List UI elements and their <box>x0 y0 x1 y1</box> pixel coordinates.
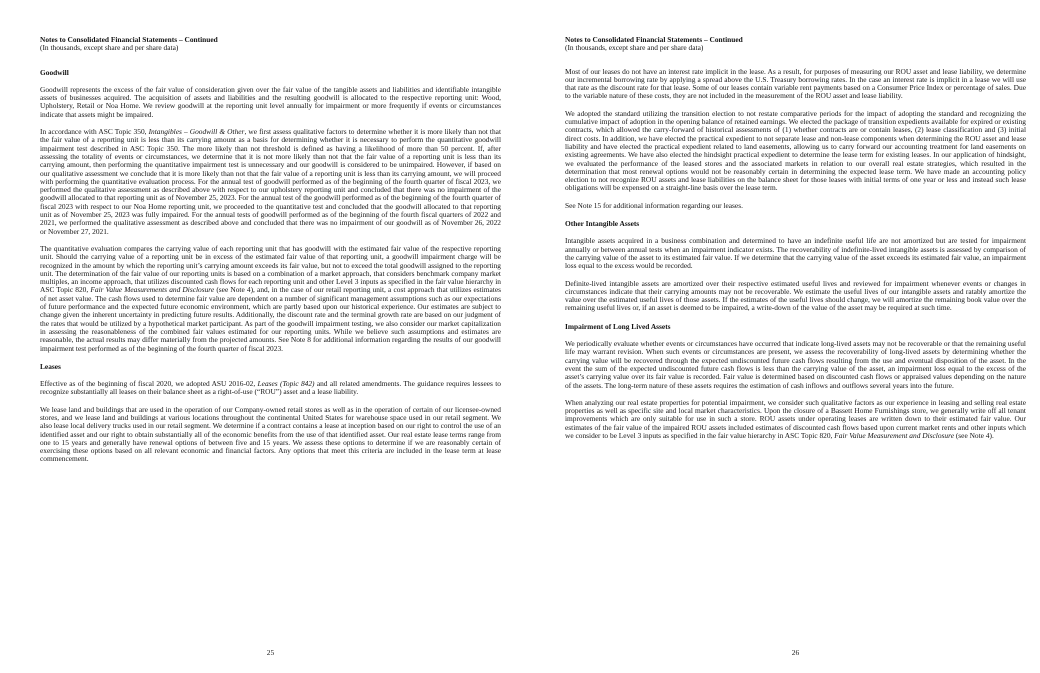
section-heading-other-intangible-assets: Other Intangible Assets <box>565 219 640 229</box>
page-subtitle: (In thousands, except share and per share data) <box>565 43 704 53</box>
page-number: 25 <box>266 647 275 657</box>
page-title: Notes to Consolidated Financial Statements – Continued <box>40 35 218 44</box>
page-title: Notes to Consolidated Financial Statements – Continued <box>565 35 743 44</box>
section-heading-leases: Leases <box>40 361 61 371</box>
paragraph-indefinite-lived-intangibles: Intangible assets acquired in a business combination and determined to have an indefinite useful life are not amortized but are tested for impairment annually or between annual tests when an impairment indicator exists. The recoverability of indefinite-lived intangible assets is assessed by comparison of the carrying value of the asset to its estimated fair value. If we determine that the carrying value of the asset exceeds its estimated fair value, an impairment loss equal to the excess would be recorded. <box>565 236 1026 271</box>
page-header <box>40 36 501 53</box>
paragraph-leases-discount-rate: Most of our leases do not have an interest rate implicit in the lease. As a result, for purposes of measuring our ROU asset and lease liability, we determine our incremental borrowing rate by applying a spread above the U.S. Treasury borrowing rates. In the case an interest rate is implicit in a lease we will use that rate as the discount rate for that lease. Some of our leases contain variable rent payments based on a Consumer Price Index or percentage of sales. Due to the variable nature of these costs, they are not included in the measurement of the ROU asset and lease liability. <box>565 66 1026 101</box>
text-segment: and all related amendments. The guidance requires lessees to recognize substantially all leases on their balance sheet as a right-of-use (“ROU”) asset and a lease liability. <box>40 379 501 397</box>
paragraph-leases-description: We lease land and buildings that are used in the operation of our Company-owned retail stores as well as in the operation of certain of our licensee-owned stores, and we lease land and buildings at various locations throughout the continental United States for warehouse space used in our retail segment. We also lease local delivery trucks used in our retail segment. We determine if a contract contains a lease at inception based on our right to control the use of an identified asset and our right to obtain substantially all of the economic benefits from the use of that identified asset. Our real estate lease terms range from one to 15 years and generally have renewal options of between five and 15 years. We assess these options to determine if we are reasonably certain of exercising these options based on all relevant economic and financial factors. Any options that meet this criteria are included in the lease term at lease commencement. <box>40 404 501 464</box>
page-header <box>565 36 1026 53</box>
page-number: 26 <box>791 647 800 657</box>
paragraph-goodwill-definition: Goodwill represents the excess of the fair value of consideration given over the fair value of the tangible assets and liabilities and identifiable intangible assets of businesses acquired. The acquisition of assets and liabilities and the resulting goodwill is allocated to the respective reporting unit: Wood, Upholstery, Retail or Noa Home. We review goodwill at the reporting unit level annually for impairment or more frequently if events or circumstances indicate that assets might be impaired. <box>40 84 501 119</box>
section-heading-goodwill: Goodwill <box>40 67 69 77</box>
paragraph-leases-adoption <box>40 380 501 397</box>
text-segment-italic: Fair Value Measurement and Disclosure <box>834 430 954 440</box>
text-segment-italic: Fair Value Measurements and Disclosure <box>90 285 215 295</box>
paragraph-goodwill-quantitative <box>40 245 501 353</box>
section-heading-impairment-long-lived-assets: Impairment of Long Lived Assets <box>565 321 671 331</box>
paragraph-goodwill-qualitative <box>40 128 501 236</box>
paragraph-impairment-evaluation: We periodically evaluate whether events or circumstances have occurred that indicate long-lived assets may not be recoverable or that the remaining useful life may warrant revision. When such events or circumstances are present, we assess the recoverability of long-lived assets by determining whether the carrying value will be recovered through the expected undiscounted future cash flows resulting from the use and eventual disposition of the asset. In the event the sum of the expected undiscounted future cash flows is less than the carrying value of the asset, an impairment loss equal to the excess of the asset’s carrying value over its fair value is recorded. Fair value is determined based on discounted cash flows or appraised values depending on the nature of the assets. The long-term nature of these assets requires the estimation of cash inflows and outflows several years into the future. <box>565 339 1026 390</box>
text-segment: The quantitative evaluation compares the carrying value of each reporting unit that has goodwill with the estimated fair value of the respective reporting unit. Should the carrying value of a reporting unit be in excess of the estimated fair value of that reporting unit, a goodwill impairment charge will be recognized in the amount by which the reporting unit’s carrying amount exceeds its fair value, but not to exceed the total goodwill assigned to the reporting unit. The determination of the fair value of our reporting units is based on a combination of a market approach, that considers benchmark company market multiples, an income approach, that utilizes discounted cash flows for each reporting unit and other Level 3 inputs as specified in the fair value hierarchy in ASC Topic 820, <box>40 243 501 295</box>
page-subtitle: (In thousands, except share and per share data) <box>40 43 179 53</box>
text-segment: (see Note 4). <box>954 430 994 440</box>
paragraph-leases-transition: We adopted the standard utilizing the transition election to not restate comparative periods for the impact of adopting the standard and recognizing the cumulative impact of adoption in the opening balance of retained earnings. We elected the package of transition expedients available for expired or existing contracts, which allowed the carry-forward of historical assessments of (1) whether contracts are or contain leases, (2) lease classification and (3) initial direct costs. In addition, we have elected the practical expedient to not separate lease and non-lease components when determining the ROU asset and lease liability and have elected the practical expedient related to land easements, allowing us to carry forward our accounting treatment for land easements on existing agreements. We have also elected the hindsight practical expedient to determine the lease term for existing leases. In our application of hindsight, we evaluated the performance of the leased stores and the associated markets in relation to our overall real estate strategies, which resulted in the determination that most renewal options would not be reasonably certain in determining the expected lease term. We have made an accounting policy election to not recognize ROU assets and lease liabilities on the balance sheet for those leases with initial terms of one year or less and instead such lease obligations will be expensed on a straight-line basis over the lease term. <box>565 108 1026 193</box>
paragraph-definite-lived-intangibles: Definite-lived intangible assets are amortized over their respective estimated useful lives and reviewed for impairment whenever events or changes in circumstances indicate that their carrying amounts may not be recoverable. We estimate the useful lives of our intangible assets and ratably amortize the value over the estimated useful lives of those assets. If the estimates of the useful lives should change, we will amortize the remaining book value over the remaining useful lives or, if an asset is deemed to be impaired, a write-down of the value of the asset may be required at such time. <box>565 278 1026 313</box>
paragraph-leases-see-note: See Note 15 for additional information regarding our leases. <box>565 200 743 210</box>
text-segment: When analyzing our real estate properties for potential impairment, we consider such qualitative factors as our experience in leasing and selling real estate properties as well as specific site and local market characteristics. Upon the closure of a Bassett Home Furnishings store, we generally write off all tenant improvements which are only suitable for use in such a store. ROU assets under operating leases are written down to their estimated fair value. Our estimates of the fair value of the impaired ROU assets included estimates of discounted cash flows based upon current market rents and other inputs which we consider to be Level 3 inputs as specified in the fair value hierarchy in ASC Topic 820, <box>565 397 1026 440</box>
text-segment: (see Note 4), and, in the case of our retail reporting unit, a cost approach that utilizes estimates of net asset value. The cash flows used to determine fair value are dependent on a number of significant management assumptions such as our expectations of future performance and the expected future economic environment, which are partly based upon our historical experience. Our estimates are subject to change given the inherent uncertainty in predicting future results. Additionally, the discount rate and the terminal growth rate are based on our judgment of the rates that would be utilized by a hypothetical market participant. As part of the goodwill impairment testing, we also consider our market capitalization in assessing the reasonableness of the combined fair values estimated for our reporting units. While we believe such assumptions and estimates are reasonable, the actual results may differ materially from the projected amounts. See Note 8 for additional information regarding the results of our goodwill impairment test performed as of the beginning of the fourth quarter of fiscal 2023. <box>40 285 501 353</box>
text-segment: In accordance with ASC Topic 350, <box>40 127 149 137</box>
page-25 <box>40 36 501 657</box>
text-segment-italic: Intangibles – Goodwill & Other <box>148 127 245 137</box>
page-26 <box>565 36 1026 657</box>
paragraph-impairment-real-estate <box>565 399 1026 440</box>
text-segment: Effective as of the beginning of fiscal 2020, we adopted ASU 2016-02, <box>40 379 258 389</box>
text-segment: , we first assess qualitative factors to determine whether it is more likely than not that the fair value of a reporting unit is less than its carrying amount as a basis for determining whether it is necessary to perform the quantitative goodwill impairment test described in ASC Topic 350. The more likely than not threshold is defined as having a likelihood of more than 50 percent. If, after assessing the totality of events or circumstances, we determine that it is not more likely than not that the fair value of a reporting unit is less than its carrying amount, then performing the quantitative impairment test is unnecessary and our goodwill is considered to be unimpaired. However, if based on our qualitative assessment we conclude that it is more likely than not that the fair value of a reporting unit is less than its carrying amount, we will proceed with performing the quantitative evaluation process. For the annual test of goodwill performed as of the beginning of the fourth quarter of fiscal 2023, we performed the qualitative assessment as described above with respect to our upholstery reporting unit and concluded that there was no impairment of the goodwill allocated to that reporting unit as of November 25, 2023. For the annual test of the goodwill performed as of the beginning of the fourth quarter of fiscal 2023 with respect to our Noa Home reporting unit, we proceeded to the quantitative test and concluded that the goodwill allocated to that reporting unit as of November 25, 2023 was fully impaired. For the annual tests of goodwill performed as of the beginning of the fourth fiscal quarters of 2022 and 2021, we performed the qualitative assessment as described above and concluded that there was no impairment of our goodwill as of November 26, 2022 or November 27, 2021. <box>40 127 501 236</box>
text-segment-italic: Leases (Topic 842) <box>257 379 315 389</box>
